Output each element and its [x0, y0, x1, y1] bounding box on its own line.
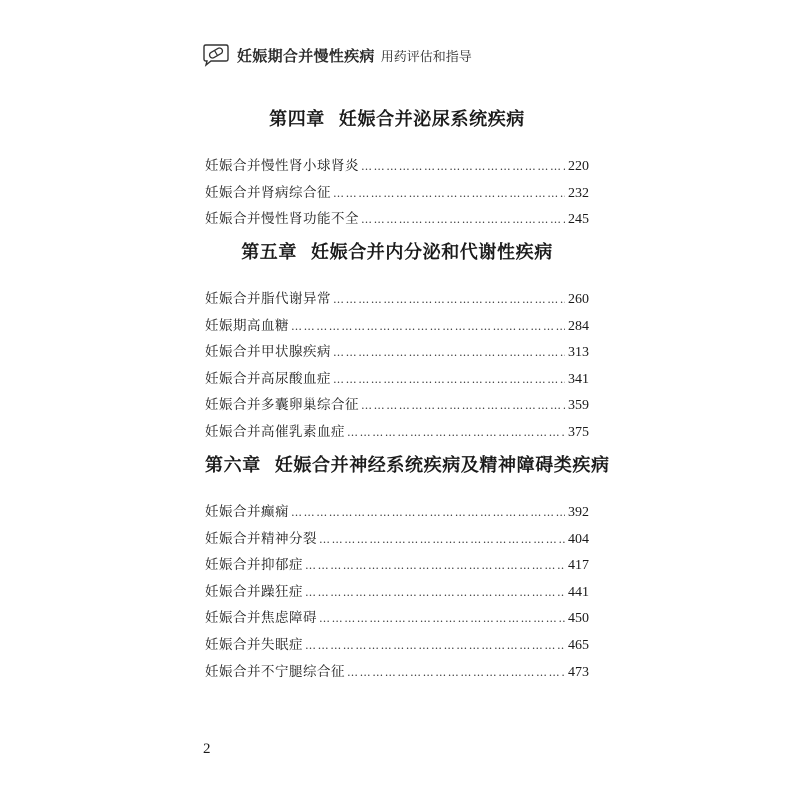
chapter-heading	[205, 105, 589, 131]
dot-leader	[361, 393, 565, 420]
dot-leader	[305, 633, 565, 660]
chapter-title: 妊娠合并内分泌和代谢性疾病	[311, 242, 553, 263]
entry-page: 465	[568, 637, 589, 653]
dot-leader	[361, 154, 565, 181]
pill-capsule-icon	[201, 43, 231, 67]
entry-page: 375	[568, 424, 589, 440]
running-header	[201, 43, 472, 67]
entry-name: 妊娠合并焦虑障碍	[205, 610, 317, 627]
toc-entry[interactable]	[205, 153, 589, 180]
entry-page: 284	[568, 318, 589, 334]
book-title: 妊娠期合并慢性疾病	[237, 46, 375, 65]
chapter-title: 妊娠合并神经系统疾病及精神障碍类疾病	[274, 455, 610, 476]
entry-name: 妊娠合并精神分裂	[205, 530, 317, 547]
dot-leader	[291, 314, 565, 341]
entry-name: 妊娠合并慢性肾小球肾炎	[205, 158, 359, 174]
chapter-4	[205, 105, 589, 233]
dot-leader	[333, 367, 565, 394]
chapter-6	[205, 451, 610, 685]
dot-leader	[305, 580, 565, 607]
entry-name: 妊娠合并不宁腿综合征	[205, 663, 345, 680]
toc-entry[interactable]	[205, 579, 589, 606]
toc-entry[interactable]	[205, 366, 589, 393]
entry-page: 359	[568, 398, 589, 414]
entry-name: 妊娠合并癫痫	[205, 504, 289, 520]
entry-page: 473	[568, 664, 589, 680]
toc-entry[interactable]	[205, 206, 589, 233]
dot-leader	[305, 553, 565, 580]
chapter-number: 第四章	[269, 109, 325, 130]
page-number: 2	[203, 741, 211, 757]
entry-name: 妊娠合并肾病综合征	[205, 184, 331, 201]
entry-page: 232	[568, 185, 589, 201]
toc-entry[interactable]	[205, 499, 589, 526]
toc-entry[interactable]	[205, 632, 589, 659]
chapter-number: 第五章	[241, 242, 297, 263]
dot-leader	[347, 420, 565, 447]
toc-entry[interactable]	[205, 286, 589, 313]
entry-name: 妊娠合并高催乳素血症	[205, 423, 345, 440]
entry-name: 妊娠合并抑郁症	[205, 557, 303, 574]
entry-page: 404	[568, 531, 589, 547]
dot-leader	[361, 207, 565, 234]
toc-entry[interactable]	[205, 605, 589, 632]
entry-page: 341	[568, 371, 589, 387]
dot-leader	[291, 500, 565, 527]
entry-name: 妊娠合并甲状腺疾病	[205, 344, 331, 361]
entry-name: 妊娠合并多囊卵巢综合征	[205, 397, 359, 414]
dot-leader	[319, 606, 565, 633]
toc-entry[interactable]	[205, 392, 589, 419]
toc-entry[interactable]	[205, 419, 589, 446]
chapter-number: 第六章	[205, 455, 261, 476]
dot-leader	[319, 527, 565, 554]
dot-leader	[333, 181, 565, 208]
toc-entry[interactable]	[205, 526, 589, 553]
chapter-heading	[205, 451, 610, 477]
entry-page: 441	[568, 584, 589, 600]
entry-page: 450	[568, 611, 589, 627]
toc-entry[interactable]	[205, 552, 589, 579]
entry-page: 245	[568, 212, 589, 228]
chapter-heading	[205, 238, 589, 264]
entry-name: 妊娠合并高尿酸血症	[205, 370, 331, 387]
entry-name: 妊娠期高血糖	[205, 317, 289, 334]
chapter-title: 妊娠合并泌尿系统疾病	[338, 109, 525, 130]
entry-page: 260	[568, 292, 589, 307]
entry-page: 417	[568, 558, 589, 574]
toc-entry[interactable]	[205, 180, 589, 207]
entry-name: 妊娠合并脂代谢异常	[205, 291, 331, 307]
entry-page: 220	[568, 159, 589, 174]
entry-name: 妊娠合并失眠症	[205, 636, 303, 653]
toc-entry[interactable]	[205, 659, 589, 686]
dot-leader	[333, 340, 565, 367]
entry-name: 妊娠合并慢性肾功能不全	[205, 211, 359, 228]
toc-entry[interactable]	[205, 313, 589, 340]
dot-leader	[333, 287, 565, 314]
dot-leader	[347, 660, 565, 687]
book-subtitle: 用药评估和指导	[380, 49, 472, 65]
chapter-5	[205, 238, 589, 446]
entry-page: 313	[568, 345, 589, 361]
toc-entry[interactable]	[205, 339, 589, 366]
entry-page: 392	[568, 505, 589, 520]
entry-name: 妊娠合并躁狂症	[205, 583, 303, 600]
